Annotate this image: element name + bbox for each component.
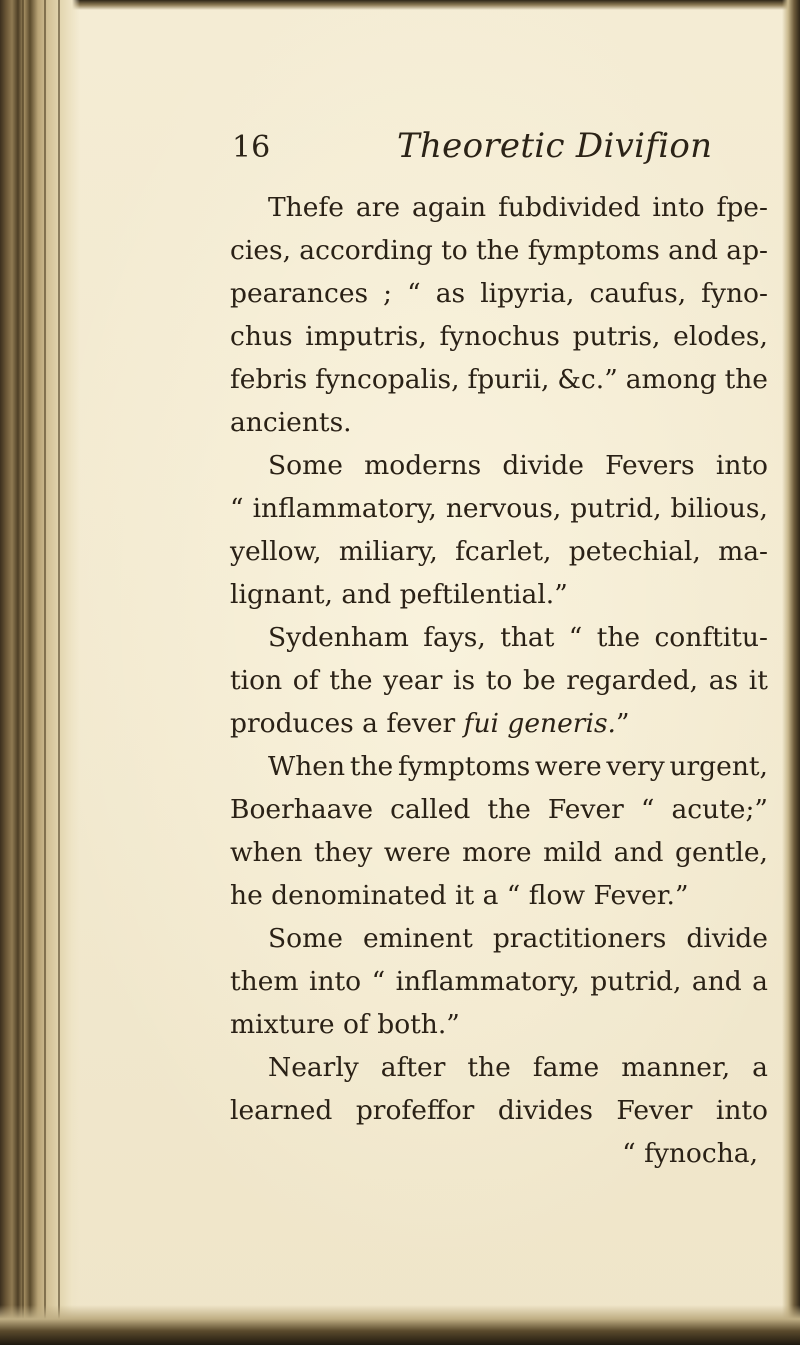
text-fragment: produces a fever [230,708,456,739]
word: into [308,966,362,997]
word: the [476,235,520,266]
word: into [715,1095,768,1126]
word: ap- [726,235,768,266]
word: divide [502,450,584,481]
text-line: he denominated it a “ flow Fever.” [230,880,689,911]
word: Some [268,923,343,954]
word: fame [532,1052,600,1083]
word: &c.” [557,364,618,395]
word: were [383,837,451,868]
word: urgent, [669,751,768,782]
word: “ [230,493,244,524]
text-line [230,530,768,573]
word: and [691,966,742,997]
word: imputris, [305,321,427,352]
text-line [230,745,768,788]
text-line [230,186,768,229]
text-line [230,315,768,358]
word: learned [230,1095,333,1126]
word: fyncopalis, [315,364,460,395]
word: Fever [547,794,624,825]
text-line [230,659,768,702]
word: inflammatory, [395,966,580,997]
word: a [752,1052,768,1083]
word: “ [371,966,386,997]
text-line: ancients. [230,407,352,438]
word: mild [543,837,603,868]
page-bottom-edge [0,1305,800,1345]
word: as [708,665,739,696]
word: caufus, [589,278,687,309]
word: Thefe [268,192,344,223]
word: regarded, [566,665,699,696]
closing-quote: ” [615,708,630,739]
word: ma- [718,536,768,567]
text-line [230,1089,768,1132]
word: again [412,192,487,223]
word: among [625,364,717,395]
word: when [230,837,303,868]
gutter-crease [44,0,46,1345]
word: into [715,450,768,481]
word: nervous, [445,493,562,524]
word: conftitu- [654,622,768,653]
word: fynochus [439,321,560,352]
text-line [230,917,768,960]
word: the [596,622,641,653]
word: them [230,966,299,997]
word: the [467,1052,511,1083]
word: Boerhaave [230,794,374,825]
word: eminent [363,923,473,954]
word: febris [230,364,308,395]
word: “ [640,794,655,825]
word: gentle, [675,837,768,868]
word: acute;” [671,794,768,825]
word: lipyria, [480,278,575,309]
page-top-edge [0,0,800,10]
word: bilious, [670,493,768,524]
word: fcarlet, [455,536,552,567]
page-number: 16 [232,130,271,165]
text-line [230,358,768,401]
word: moderns [364,450,482,481]
book-gutter [0,0,80,1345]
word: fpe- [716,192,768,223]
word: “ [568,622,583,653]
word: the [724,364,768,395]
word: are [355,192,401,223]
word: Nearly [268,1052,359,1083]
catchword-line: “ fynocha, [622,1138,758,1169]
word: called [390,794,471,825]
text-line [230,487,768,530]
word: profeffor [355,1095,475,1126]
word: year [383,665,443,696]
word: is [453,665,476,696]
word: according [299,235,433,266]
text-line [230,1046,768,1089]
word: elodes, [673,321,768,352]
text-line [230,960,768,1003]
word: and [668,235,718,266]
word: a [752,966,768,997]
text-line: lignant, and peftilential.” [230,579,568,610]
text-line [230,702,768,745]
word: Some [268,450,343,481]
word: after [380,1052,446,1083]
body-text [230,186,768,1175]
word: more [462,837,532,868]
word: to [485,665,513,696]
word: the [349,751,394,782]
word: divides [497,1095,593,1126]
word: inflammatory, [252,493,437,524]
word: of [292,665,319,696]
word: the [329,665,373,696]
text-line [230,229,768,272]
word: fays, [423,622,486,653]
word: chus [230,321,293,352]
word: be [522,665,556,696]
running-title: Theoretic Divifion [397,126,713,166]
word: putrid, [590,966,682,997]
word: putrid, [570,493,662,524]
text-line [230,272,768,315]
word: they [314,837,373,868]
italic-phrase: fui generis. [463,708,616,739]
word: as [435,278,466,309]
running-head [232,126,792,176]
gutter-crease [22,0,24,1345]
word: to [441,235,468,266]
word: petechial, [568,536,701,567]
word: fymptoms [397,751,531,782]
text-line [230,616,768,659]
word: into [652,192,705,223]
word: and [613,837,664,868]
word: Sydenham [268,622,409,653]
word: fymptoms [527,235,660,266]
word: practitioners [492,923,667,954]
page-right-edge [782,0,800,1345]
word: pearances [230,278,369,309]
word: the [487,794,531,825]
word: miliary, [338,536,438,567]
word: were [534,751,602,782]
word: it [748,665,768,696]
word: that [500,622,555,653]
text-line [230,831,768,874]
word: fpurii, [467,364,550,395]
word: fyno- [701,278,768,309]
text-line [230,788,768,831]
word: tion [230,665,283,696]
word: cies, [230,235,292,266]
word: divide [686,923,768,954]
word: Fever [616,1095,693,1126]
word: manner, [621,1052,731,1083]
word: When [268,751,346,782]
text-line [230,444,768,487]
text-line: mixture of both.” [230,1009,460,1040]
word: ; [383,278,393,309]
word: Fevers [605,450,695,481]
gutter-crease [58,0,60,1345]
word: “ [407,278,421,309]
word: very [606,751,665,782]
word: putris, [572,321,661,352]
word: yellow, [230,536,322,567]
word: fubdivided [498,192,641,223]
